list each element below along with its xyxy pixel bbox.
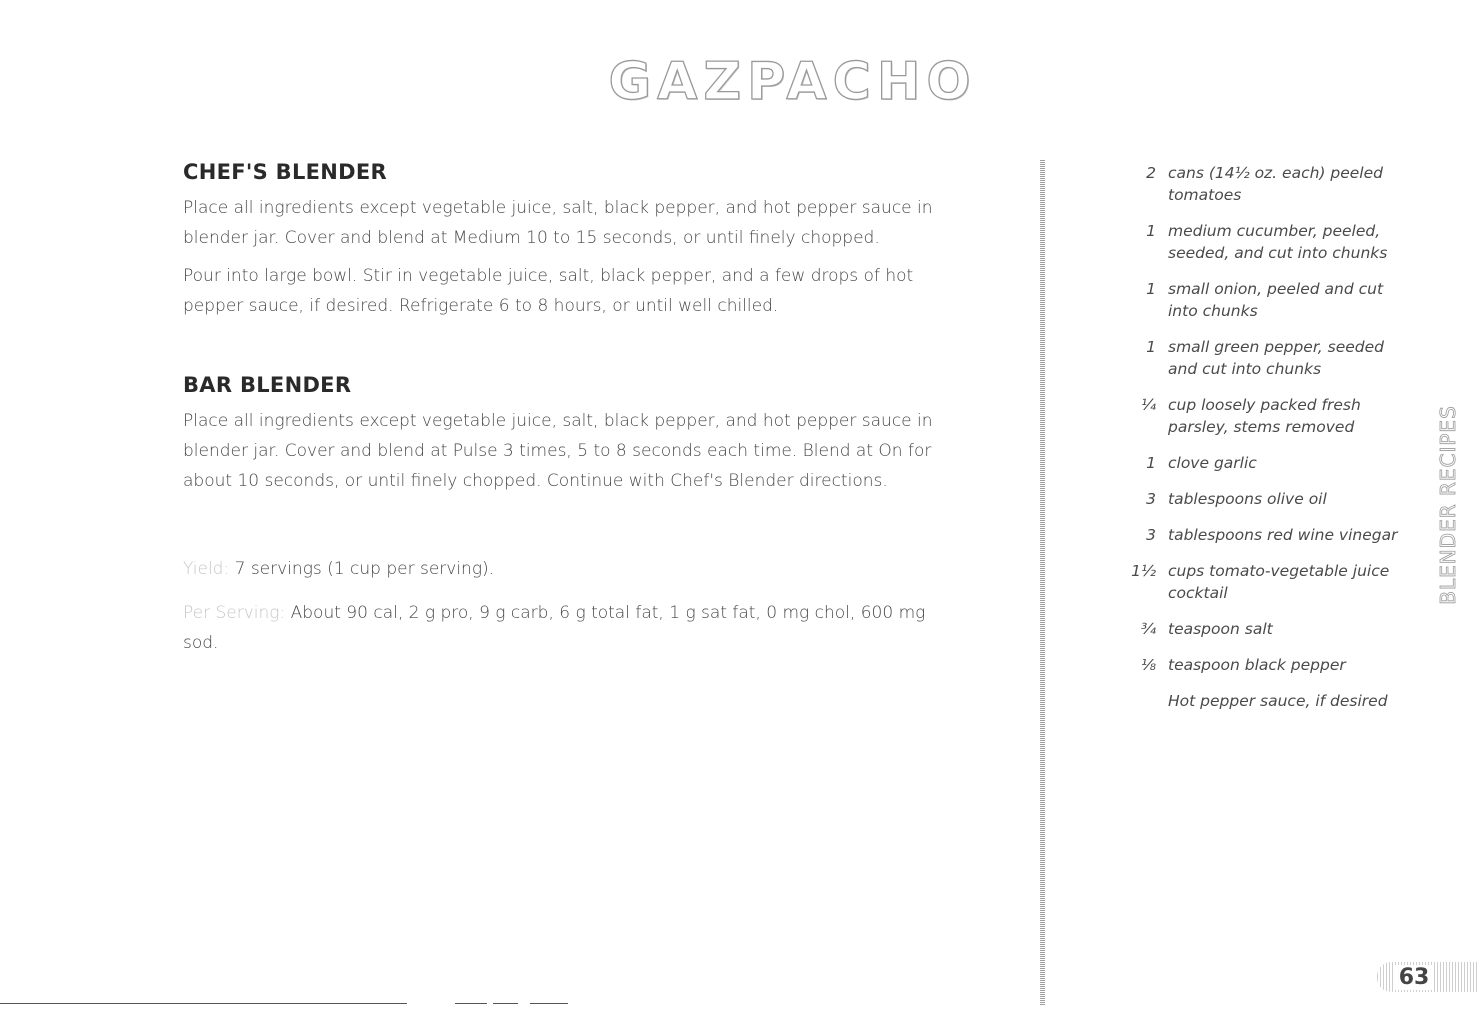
footer-rule-dash: [530, 1003, 568, 1004]
column-divider: [1040, 160, 1045, 1005]
footer-rule-dash: [493, 1003, 518, 1004]
ingredient-quantity: 1: [1146, 222, 1156, 240]
bar-blender-section: [183, 373, 963, 496]
chefs-blender-step-2: Pour into large bowl. Stir in vegetable juice, salt, black pepper, and a few drops of hot pepper sauce, if desired. Refrigerate 6 to 8 hours, or until well chilled.: [183, 266, 914, 316]
section-side-tab: [1426, 400, 1470, 610]
ingredient-quantity: 1: [1146, 338, 1156, 356]
ingredient-description: cans (14½ oz. each) peeled tomatoes: [1168, 164, 1383, 204]
ingredient-quantity: 1: [1146, 454, 1156, 472]
ingredient-quantity: 3: [1146, 490, 1156, 508]
ingredient-item: [1110, 618, 1410, 640]
ingredient-description: teaspoon black pepper: [1168, 656, 1346, 674]
ingredient-description: small onion, peeled and cut into chunks: [1168, 280, 1384, 320]
ingredient-description: teaspoon salt: [1168, 620, 1273, 638]
ingredient-item: [1110, 690, 1410, 712]
ingredient-quantity: ¾: [1140, 620, 1156, 638]
ingredient-description: small green pepper, seeded and cut into chunks: [1168, 338, 1385, 378]
ingredient-item: [1110, 524, 1410, 546]
ingredient-quantity: 1½: [1131, 562, 1156, 580]
per-serving-value: About 90 cal, 2 g pro, 9 g carb, 6 g total fat, 1 g sat fat, 0 mg chol, 600 mg sod.: [183, 603, 926, 653]
side-tab-label: BLENDER RECIPES: [1436, 405, 1461, 605]
ingredient-quantity: [1110, 690, 1168, 712]
ingredient-quantity: 2: [1146, 164, 1156, 182]
ingredient-quantity: 3: [1146, 526, 1156, 544]
page-title: GAZPACHO: [608, 52, 977, 112]
ingredient-description: cup loosely packed fresh parsley, stems removed: [1168, 396, 1361, 436]
ingredient-item: [1110, 452, 1410, 474]
per-serving-label: Per Serving:: [183, 603, 286, 623]
ingredient-description: tablespoons olive oil: [1168, 490, 1327, 508]
ingredient-description: cups tomato-vegetable juice cocktail: [1168, 562, 1390, 602]
ingredient-item: [1110, 220, 1410, 264]
page-number-badge: [1377, 962, 1477, 992]
ingredient-quantity: ¼: [1140, 396, 1156, 414]
ingredient-description: medium cucumber, peeled, seeded, and cut into chunks: [1168, 222, 1388, 262]
yield-label: Yield:: [183, 559, 230, 579]
yield-value: 7 servings (1 cup per serving).: [234, 559, 495, 579]
ingredient-description: tablespoons red wine vinegar: [1168, 526, 1398, 544]
ingredient-item: [1110, 394, 1410, 438]
chefs-blender-heading: CHEF'S BLENDER: [183, 160, 387, 184]
bar-blender-heading: BAR BLENDER: [183, 373, 352, 397]
ingredient-quantity: 1: [1146, 280, 1156, 298]
bar-blender-step: Place all ingredients except vegetable juice, salt, black pepper, and hot pepper sauce in blender jar. Cover and blend at Pulse 3 times, 5 to 8 seconds each time. Blend at On for about 10 seconds, or until finely chopped. Continue with Chef's Blender directions.: [183, 411, 933, 491]
ingredient-item: [1110, 162, 1410, 206]
ingredient-item: [1110, 488, 1410, 510]
ingredient-item: [1110, 560, 1410, 604]
ingredient-description: clove garlic: [1168, 454, 1257, 472]
ingredients-list: [1110, 162, 1410, 726]
ingredient-description: Hot pepper sauce, if desired: [1168, 692, 1388, 710]
ingredient-quantity: ⅛: [1140, 656, 1156, 674]
ingredient-item: [1110, 654, 1410, 676]
chefs-blender-step-1: Place all ingredients except vegetable juice, salt, black pepper, and hot pepper sauce in blender jar. Cover and blend at Medium 10 to 15 seconds, or until finely chopped.: [183, 198, 933, 248]
ingredient-item: [1110, 336, 1410, 380]
ingredient-item: [1110, 278, 1410, 322]
per-serving-line: [183, 598, 963, 658]
directions-column: [183, 160, 963, 658]
yield-line: [183, 554, 963, 584]
nutrition-info: [183, 554, 963, 658]
page-number: 63: [1395, 965, 1434, 990]
chefs-blender-section: [183, 160, 963, 321]
footer-rule: [0, 1003, 407, 1004]
footer-rule-dash: [455, 1003, 487, 1004]
